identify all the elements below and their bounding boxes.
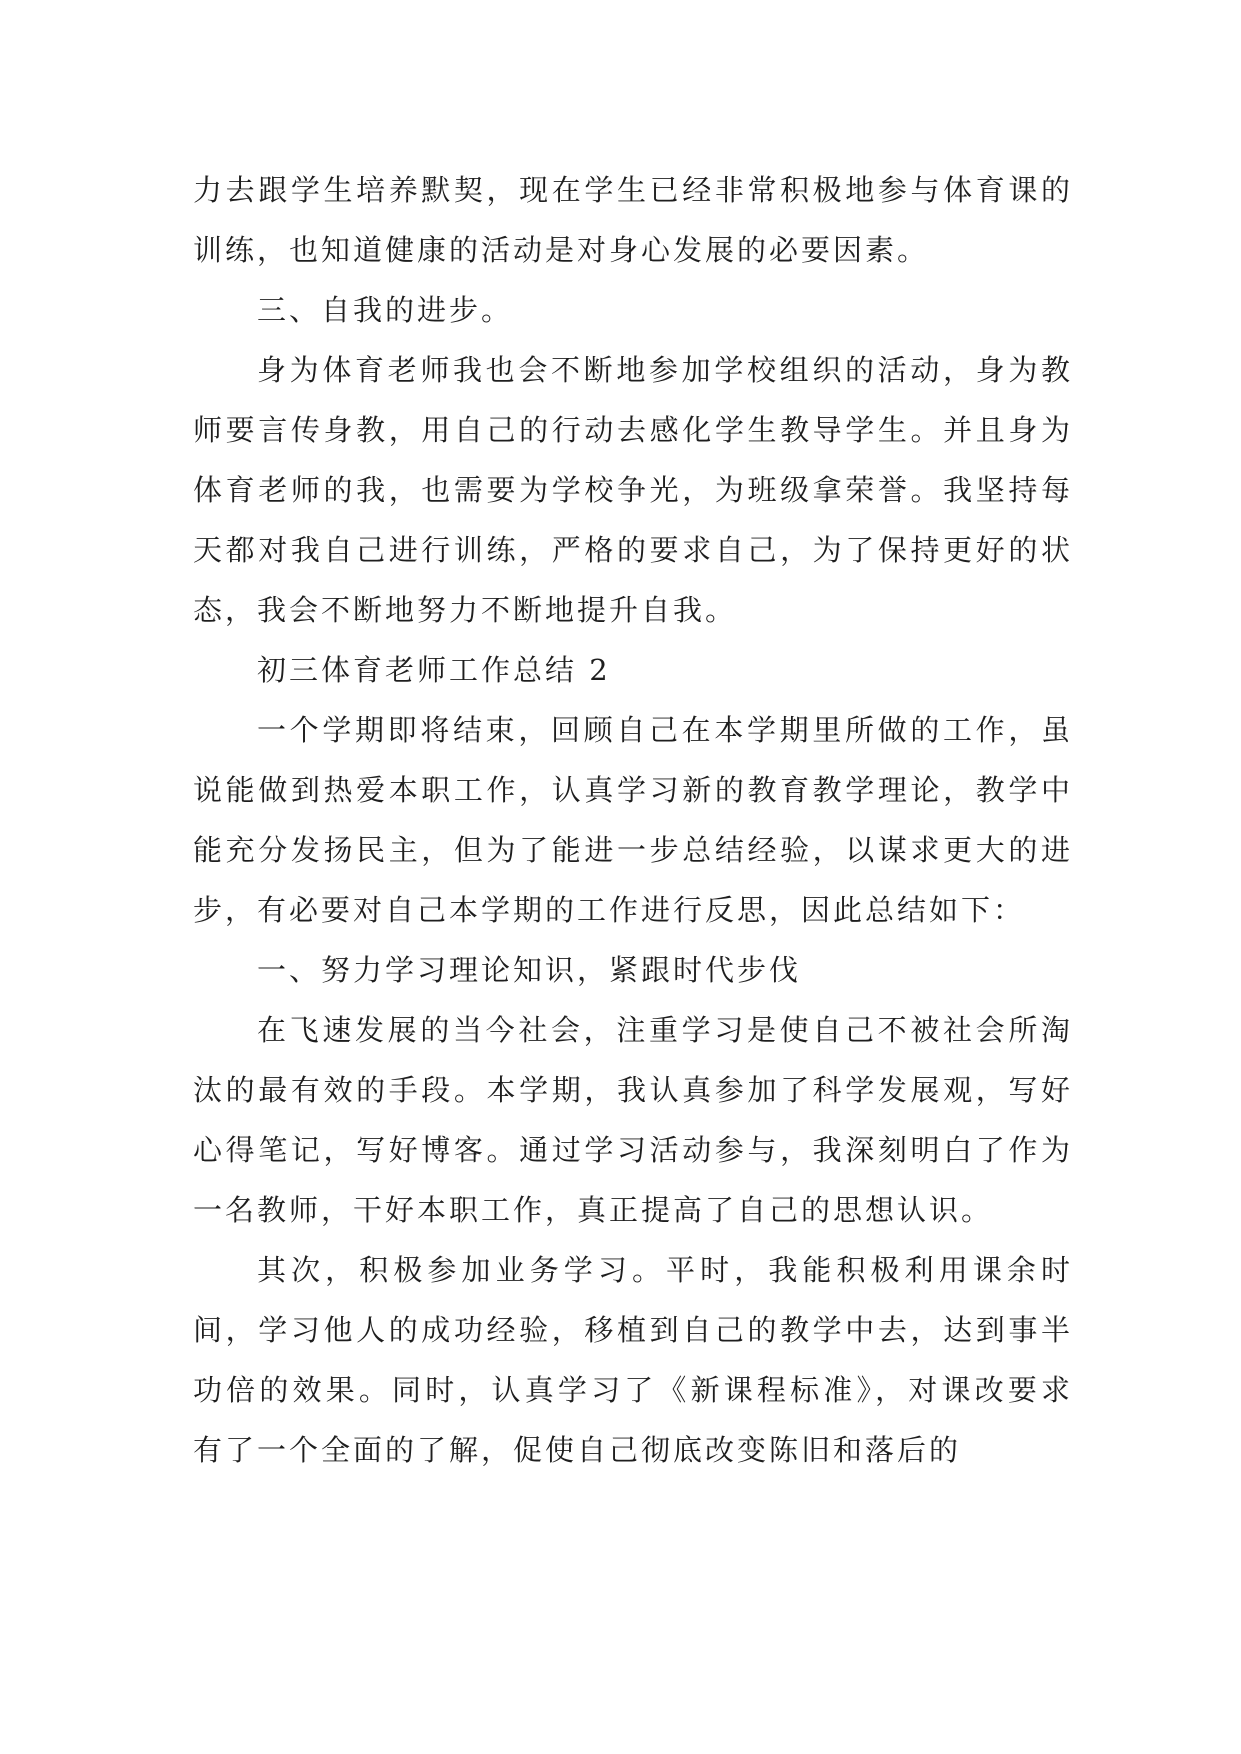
section-heading-self-progress: 三、自我的进步。: [257, 293, 514, 327]
paragraph: 在飞速发展的当今社会，注重学习是使自己不被社会所淘汰的最有效的手段。本学期，我认真参加了科学发展观，写好心得笔记，写好博客。通过学习活动参与，我深刻明白了作为一名教师，干好本职工作，真正提高了自己的思想认识。: [193, 1013, 1073, 1227]
document-body: [193, 160, 1073, 1480]
section-heading-study-theory: 一、努力学习理论知识，紧跟时代步伐: [257, 953, 802, 987]
article-title: 初三体育老师工作总结 2: [257, 653, 611, 687]
paragraph: 身为体育老师我也会不断地参加学校组织的活动，身为教师要言传身教，用自己的行动去感化学生教导学生。并且身为体育老师的我，也需要为学校争光，为班级拿荣誉。我坚持每天都对我自己进行训练，严格的要求自己，为了保持更好的状态，我会不断地努力不断地提升自我。: [193, 353, 1073, 627]
paragraph: 一个学期即将结束，回顾自己在本学期里所做的工作，虽说能做到热爱本职工作，认真学习新的教育教学理论，教学中能充分发扬民主，但为了能进一步总结经验，以谋求更大的进步，有必要对自己本学期的工作进行反思，因此总结如下：: [193, 713, 1073, 927]
paragraph-continuation: 力去跟学生培养默契，现在学生已经非常积极地参与体育课的训练，也知道健康的活动是对身心发展的必要因素。: [193, 173, 1073, 267]
paragraph: 其次，积极参加业务学习。平时，我能积极利用课余时间，学习他人的成功经验，移植到自己的教学中去，达到事半功倍的效果。同时，认真学习了《新课程标准》，对课改要求有了一个全面的了解，促使自己彻底改变陈旧和落后的: [193, 1253, 1073, 1467]
